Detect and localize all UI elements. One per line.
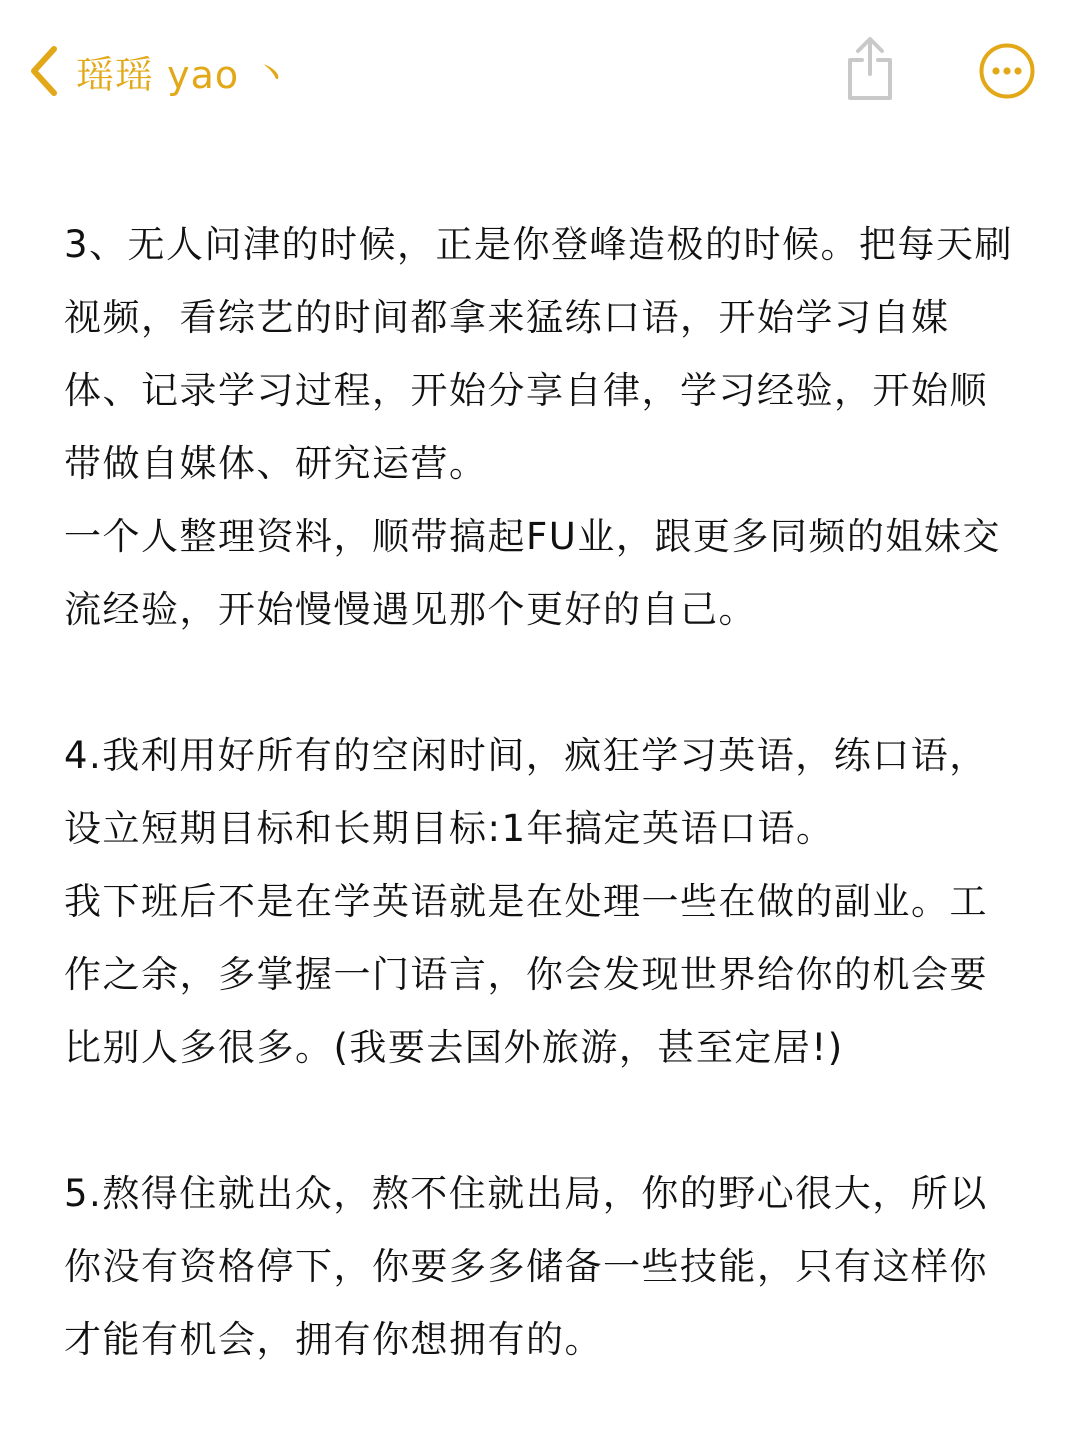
- more-options-button[interactable]: [978, 42, 1036, 100]
- author-name[interactable]: 瑶瑶 yao 丶: [76, 52, 292, 97]
- note-content: [64, 208, 1024, 1376]
- paragraph-5: 5.熬得住就出众，熬不住就出局，你的野心很大，所以你没有资格停下，你要多多储备一些技能，只有这样你才能有机会，拥有你想拥有的。: [64, 1172, 988, 1361]
- share-icon: [838, 89, 902, 108]
- top-nav-bar: [0, 0, 1080, 140]
- chevron-left-icon: [26, 45, 60, 97]
- back-button[interactable]: [26, 40, 291, 102]
- more-options-icon: [978, 85, 1036, 104]
- paragraph-3: 3、无人问津的时候，正是你登峰造极的时候。把每天刷视频，看综艺的时间都拿来猛练口语，开始学习自媒体、记录学习过程，开始分享自律，学习经验，开始顺带做自媒体、研究运营。 一个人整理资料，顺带搞起FU业，跟更多同频的姐妹交流经验，开始慢慢遇见那个更好的自己。: [64, 223, 1014, 631]
- paragraph-4: 4.我利用好所有的空闲时间，疯狂学习英语，练口语，设立短期目标和长期目标:1年搞定英语口语。 我下班后不是在学英语就是在处理一些在做的副业。工作之余，多掌握一门语言，你会发现世界给你的机会要比别人多很多。(我要去国外旅游，甚至定居!): [64, 734, 988, 1069]
- share-button[interactable]: [838, 34, 902, 104]
